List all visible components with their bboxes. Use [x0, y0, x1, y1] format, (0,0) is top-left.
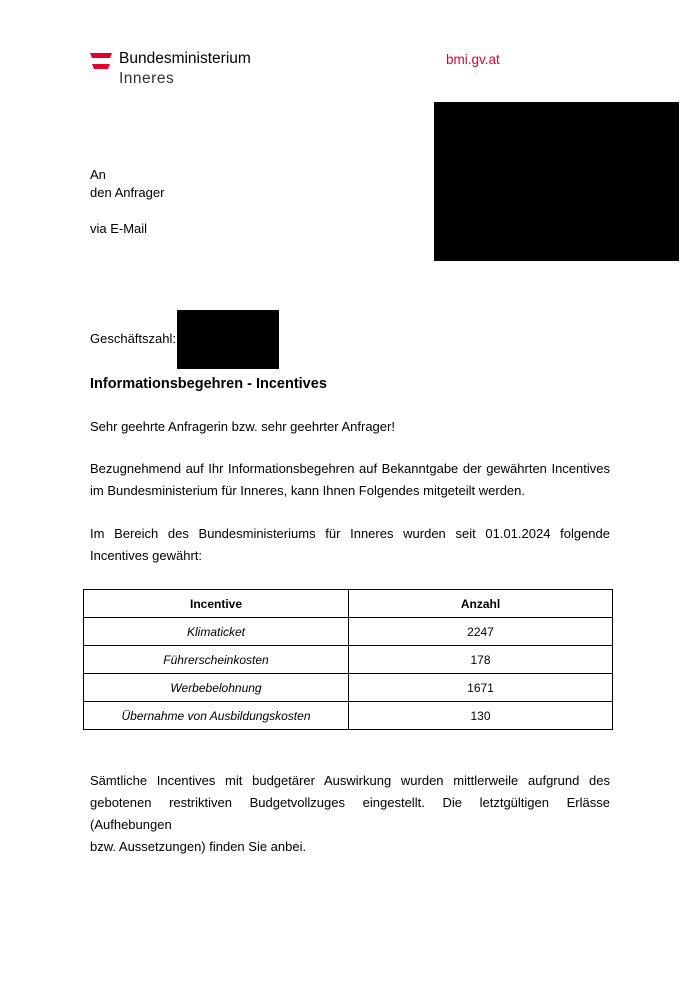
paragraph-closing-line2: gebotenen restriktiven Budgetvollzuges eingestellt. Die letztgültigen Erlässe (Aufhebungen	[90, 795, 610, 832]
incentives-table	[83, 589, 613, 730]
incentive-name: Übernahme von Ausbildungskosten	[84, 702, 349, 730]
redaction-block-address	[434, 102, 679, 261]
paragraph-closing	[90, 770, 610, 858]
paragraph-intro	[90, 458, 610, 502]
incentive-count: 1671	[349, 674, 613, 702]
page-title: Informationsbegehren - Incentives	[90, 376, 327, 392]
address-line-2: den Anfrager	[90, 185, 165, 200]
table-row	[84, 702, 613, 730]
paragraph-intro-line2: im Bundesministerium für Inneres, kann Ihnen Folgendes mitgeteilt werden.	[90, 483, 525, 498]
incentive-count: 130	[349, 702, 613, 730]
paragraph-scope	[90, 523, 610, 567]
incentive-name: Führerscheinkosten	[84, 646, 349, 674]
incentive-name: Klimaticket	[84, 618, 349, 646]
table-row	[84, 674, 613, 702]
table-header-row	[84, 590, 613, 618]
table-row	[84, 618, 613, 646]
website-link[interactable]: bmi.gv.at	[446, 52, 500, 67]
austria-flag-icon	[90, 53, 112, 69]
incentive-count: 2247	[349, 618, 613, 646]
column-header-count: Anzahl	[349, 590, 613, 618]
org-name-line1: Bundesministerium	[119, 50, 251, 67]
paragraph-scope-line2: Incentives gewährt:	[90, 548, 203, 563]
address-line-1: An	[90, 167, 106, 182]
incentive-count: 178	[349, 646, 613, 674]
address-line-3: via E-Mail	[90, 221, 148, 236]
table-row	[84, 646, 613, 674]
column-header-incentive: Incentive	[84, 590, 349, 618]
paragraph-closing-line1: Sämtliche Incentives mit budgetärer Auswirkung wurden mittlerweile aufgrund des	[90, 773, 610, 788]
incentive-name: Werbebelohnung	[84, 674, 349, 702]
salutation: Sehr geehrte Anfragerin bzw. sehr geehrter Anfrager!	[90, 419, 395, 434]
paragraph-scope-line1: Im Bereich des Bundesministeriums für Inneres wurden seit 01.01.2024 folgende	[90, 526, 610, 541]
redaction-block-reference	[177, 310, 279, 369]
paragraph-intro-line1: Bezugnehmend auf Ihr Informationsbegehren auf Bekanntgabe der gewährten Incentives	[90, 461, 610, 476]
org-name-line2: Inneres	[119, 70, 175, 87]
reference-label: Geschäftszahl:	[90, 331, 176, 346]
paragraph-closing-line3: bzw. Aussetzungen) finden Sie anbei.	[90, 839, 307, 854]
